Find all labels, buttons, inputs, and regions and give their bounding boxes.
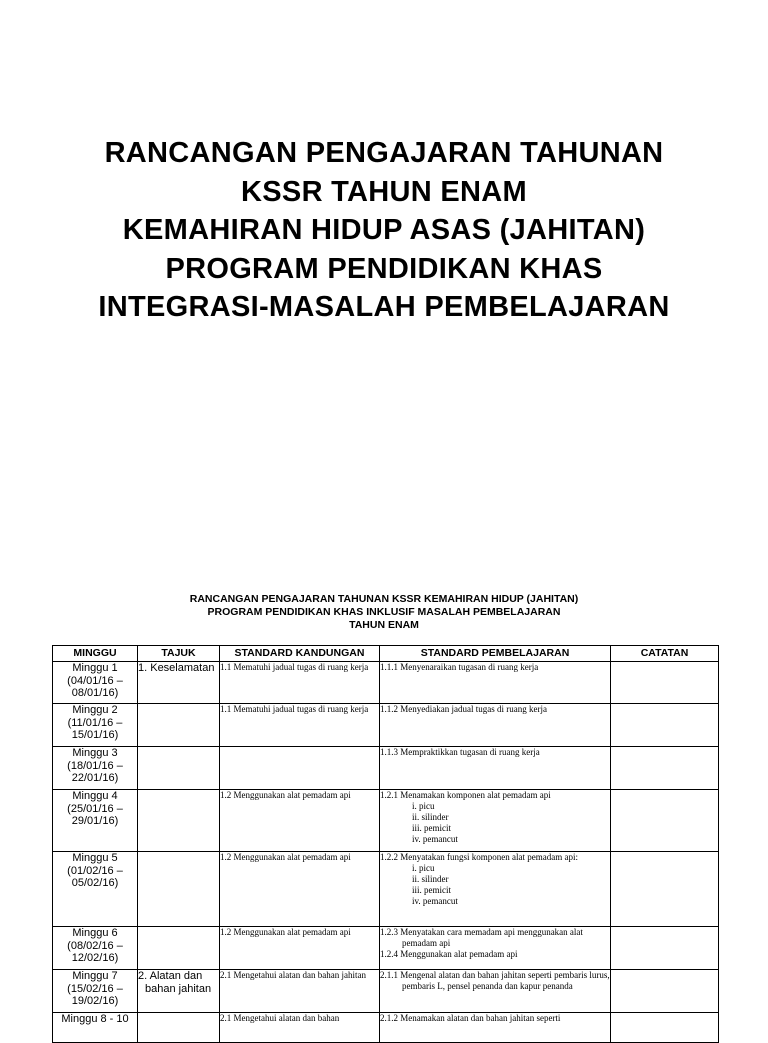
minggu-line: Minggu 4 bbox=[72, 790, 118, 802]
standard-pembelajaran-cell bbox=[380, 970, 611, 1013]
tajuk-cell bbox=[138, 790, 220, 852]
title-line: KSSR TAHUN ENAM bbox=[241, 175, 527, 208]
standard-kandungan-cell bbox=[220, 927, 380, 970]
header-minggu: MINGGU bbox=[53, 646, 138, 662]
table-row bbox=[53, 662, 719, 704]
tajuk-text: 1. Keselamatan bbox=[138, 662, 215, 674]
minggu-line: 29/01/16) bbox=[71, 815, 119, 827]
standard-kandungan-text: 2.1 Mengetahui alatan dan bahan jahitan bbox=[220, 970, 366, 980]
standard-kandungan-cell bbox=[220, 747, 380, 790]
minggu-line: Minggu 8 - 10 bbox=[61, 1013, 129, 1025]
minggu-line: Minggu 6 bbox=[72, 927, 118, 939]
standard-pembelajaran-text: 1.1.3 Mempraktikkan tugasan di ruang kerja bbox=[380, 747, 540, 757]
table-header-row bbox=[53, 646, 719, 662]
standard-pembelajaran-text: 1.2.4 Menggunakan alat pemadam api bbox=[380, 949, 518, 959]
catatan-cell bbox=[611, 704, 719, 747]
minggu-cell bbox=[53, 852, 138, 927]
minggu-cell bbox=[53, 704, 138, 747]
standard-pembelajaran-cell bbox=[380, 1013, 611, 1043]
table-row bbox=[53, 852, 719, 927]
table-row bbox=[53, 970, 719, 1013]
standard-kandungan-text: 1.2 Menggunakan alat pemadam api bbox=[220, 790, 351, 800]
minggu-line: 22/01/16) bbox=[71, 772, 119, 784]
standard-pembelajaran-text: 1.2.2 Menyatakan fungsi komponen alat pemadam api: bbox=[380, 852, 578, 862]
minggu-line: (11/01/16 – bbox=[67, 716, 123, 729]
title-line: PROGRAM PENDIDIKAN KHAS bbox=[165, 252, 603, 285]
minggu-cell bbox=[53, 662, 138, 704]
standard-pembelajaran-cell bbox=[380, 747, 611, 790]
standard-pembelajaran-text: 1.2.3 Menyatakan cara memadam api menggunakan alat pemadam api bbox=[380, 927, 583, 948]
lesson-plan-table bbox=[52, 645, 719, 1043]
tajuk-cell bbox=[138, 662, 220, 704]
standard-kandungan-text: 1.1 Mematuhi jadual tugas di ruang kerja bbox=[220, 704, 369, 714]
tajuk-cell bbox=[138, 970, 220, 1013]
table-row bbox=[53, 1013, 719, 1043]
minggu-line: 08/01/16) bbox=[71, 687, 119, 699]
minggu-cell bbox=[53, 970, 138, 1013]
tajuk-cell bbox=[138, 747, 220, 790]
tajuk-cell bbox=[138, 927, 220, 970]
minggu-line: (18/01/16 – bbox=[67, 759, 123, 772]
catatan-cell bbox=[611, 852, 719, 927]
minggu-cell bbox=[53, 927, 138, 970]
heading-line: TAHUN ENAM bbox=[349, 619, 419, 631]
standard-pembelajaran-text: 2.1.1 Mengenal alatan dan bahan jahitan seperti pembaris lurus, pembaris L, pensel penanda dan kapur penanda bbox=[380, 970, 610, 991]
page-title bbox=[0, 134, 768, 327]
table-row bbox=[53, 704, 719, 747]
minggu-cell bbox=[53, 790, 138, 852]
header-standard-pembelajaran: STANDARD PEMBELAJARAN bbox=[380, 646, 611, 662]
standard-pembelajaran-cell bbox=[380, 704, 611, 747]
minggu-cell bbox=[53, 1013, 138, 1043]
sub-item: iv. pemancut bbox=[412, 896, 458, 906]
catatan-cell bbox=[611, 790, 719, 852]
minggu-line: Minggu 2 bbox=[72, 704, 118, 716]
table-row bbox=[53, 927, 719, 970]
minggu-line: 19/02/16) bbox=[71, 995, 119, 1007]
title-line: INTEGRASI-MASALAH PEMBELAJARAN bbox=[98, 291, 670, 323]
sub-item: ii. silinder bbox=[412, 812, 449, 822]
minggu-line: (01/02/16 – bbox=[67, 864, 123, 877]
standard-pembelajaran-cell bbox=[380, 790, 611, 852]
minggu-line: (08/02/16 – bbox=[67, 939, 123, 952]
standard-kandungan-text: 2.1 Mengetahui alatan dan bahan bbox=[220, 1013, 340, 1023]
catatan-cell bbox=[611, 662, 719, 704]
minggu-line: 05/02/16) bbox=[71, 877, 119, 889]
tajuk-cell bbox=[138, 852, 220, 927]
heading-line: PROGRAM PENDIDIKAN KHAS INKLUSIF MASALAH PEMBELAJARAN bbox=[207, 606, 561, 618]
tajuk-cell bbox=[138, 704, 220, 747]
catatan-cell bbox=[611, 747, 719, 790]
standard-kandungan-cell bbox=[220, 662, 380, 704]
standard-kandungan-cell bbox=[220, 704, 380, 747]
standard-kandungan-cell bbox=[220, 852, 380, 927]
standard-pembelajaran-text: 1.1.1 Menyenaraikan tugasan di ruang kerja bbox=[380, 662, 539, 672]
standard-kandungan-text: 1.2 Menggunakan alat pemadam api bbox=[220, 852, 351, 862]
standard-pembelajaran-text: 2.1.2 Menamakan alatan dan bahan jahitan seperti bbox=[380, 1013, 561, 1023]
heading-line: RANCANGAN PENGAJARAN TAHUNAN KSSR KEMAHIRAN HIDUP (JAHITAN) bbox=[189, 593, 579, 605]
sub-item: iii. pemicit bbox=[412, 885, 451, 895]
catatan-cell bbox=[611, 970, 719, 1013]
tajuk-text: 2. Alatan dan bahan jahitan bbox=[138, 970, 212, 995]
document-heading bbox=[0, 593, 768, 632]
minggu-line: Minggu 3 bbox=[72, 747, 118, 759]
table-row bbox=[53, 790, 719, 852]
standard-pembelajaran-cell bbox=[380, 927, 611, 970]
standard-pembelajaran-text: 1.1.2 Menyediakan jadual tugas di ruang kerja bbox=[380, 704, 547, 714]
minggu-line: 15/01/16) bbox=[71, 729, 119, 741]
standard-pembelajaran-text: 1.2.1 Menamakan komponen alat pemadam api bbox=[380, 790, 551, 800]
sub-item: ii. silinder bbox=[412, 874, 449, 884]
minggu-line: 12/02/16) bbox=[71, 952, 119, 964]
standard-pembelajaran-cell bbox=[380, 662, 611, 704]
standard-kandungan-text: 1.1 Mematuhi jadual tugas di ruang kerja bbox=[220, 662, 369, 672]
header-catatan: CATATAN bbox=[611, 646, 719, 662]
minggu-cell bbox=[53, 747, 138, 790]
minggu-line: (04/01/16 – bbox=[67, 674, 123, 687]
minggu-line: (25/01/16 – bbox=[67, 802, 123, 815]
header-tajuk: TAJUK bbox=[138, 646, 220, 662]
minggu-line: Minggu 1 bbox=[72, 662, 118, 674]
standard-kandungan-cell bbox=[220, 1013, 380, 1043]
sub-item: iii. pemicit bbox=[412, 823, 451, 833]
title-line: RANCANGAN PENGAJARAN TAHUNAN bbox=[104, 137, 664, 169]
standard-kandungan-cell bbox=[220, 970, 380, 1013]
catatan-cell bbox=[611, 1013, 719, 1043]
minggu-line: Minggu 5 bbox=[72, 852, 118, 864]
tajuk-cell bbox=[138, 1013, 220, 1043]
sub-item: iv. pemancut bbox=[412, 834, 458, 844]
catatan-cell bbox=[611, 927, 719, 970]
standard-kandungan-cell bbox=[220, 790, 380, 852]
sub-item: i. picu bbox=[412, 801, 435, 811]
standard-pembelajaran-cell bbox=[380, 852, 611, 927]
standard-kandungan-text: 1.2 Menggunakan alat pemadam api bbox=[220, 927, 351, 937]
header-standard-kandungan: STANDARD KANDUNGAN bbox=[220, 646, 380, 662]
sub-item: i. picu bbox=[412, 863, 435, 873]
table-row bbox=[53, 747, 719, 790]
minggu-line: Minggu 7 bbox=[72, 970, 118, 982]
title-line: KEMAHIRAN HIDUP ASAS (JAHITAN) bbox=[122, 214, 646, 246]
minggu-line: (15/02/16 – bbox=[67, 982, 123, 995]
